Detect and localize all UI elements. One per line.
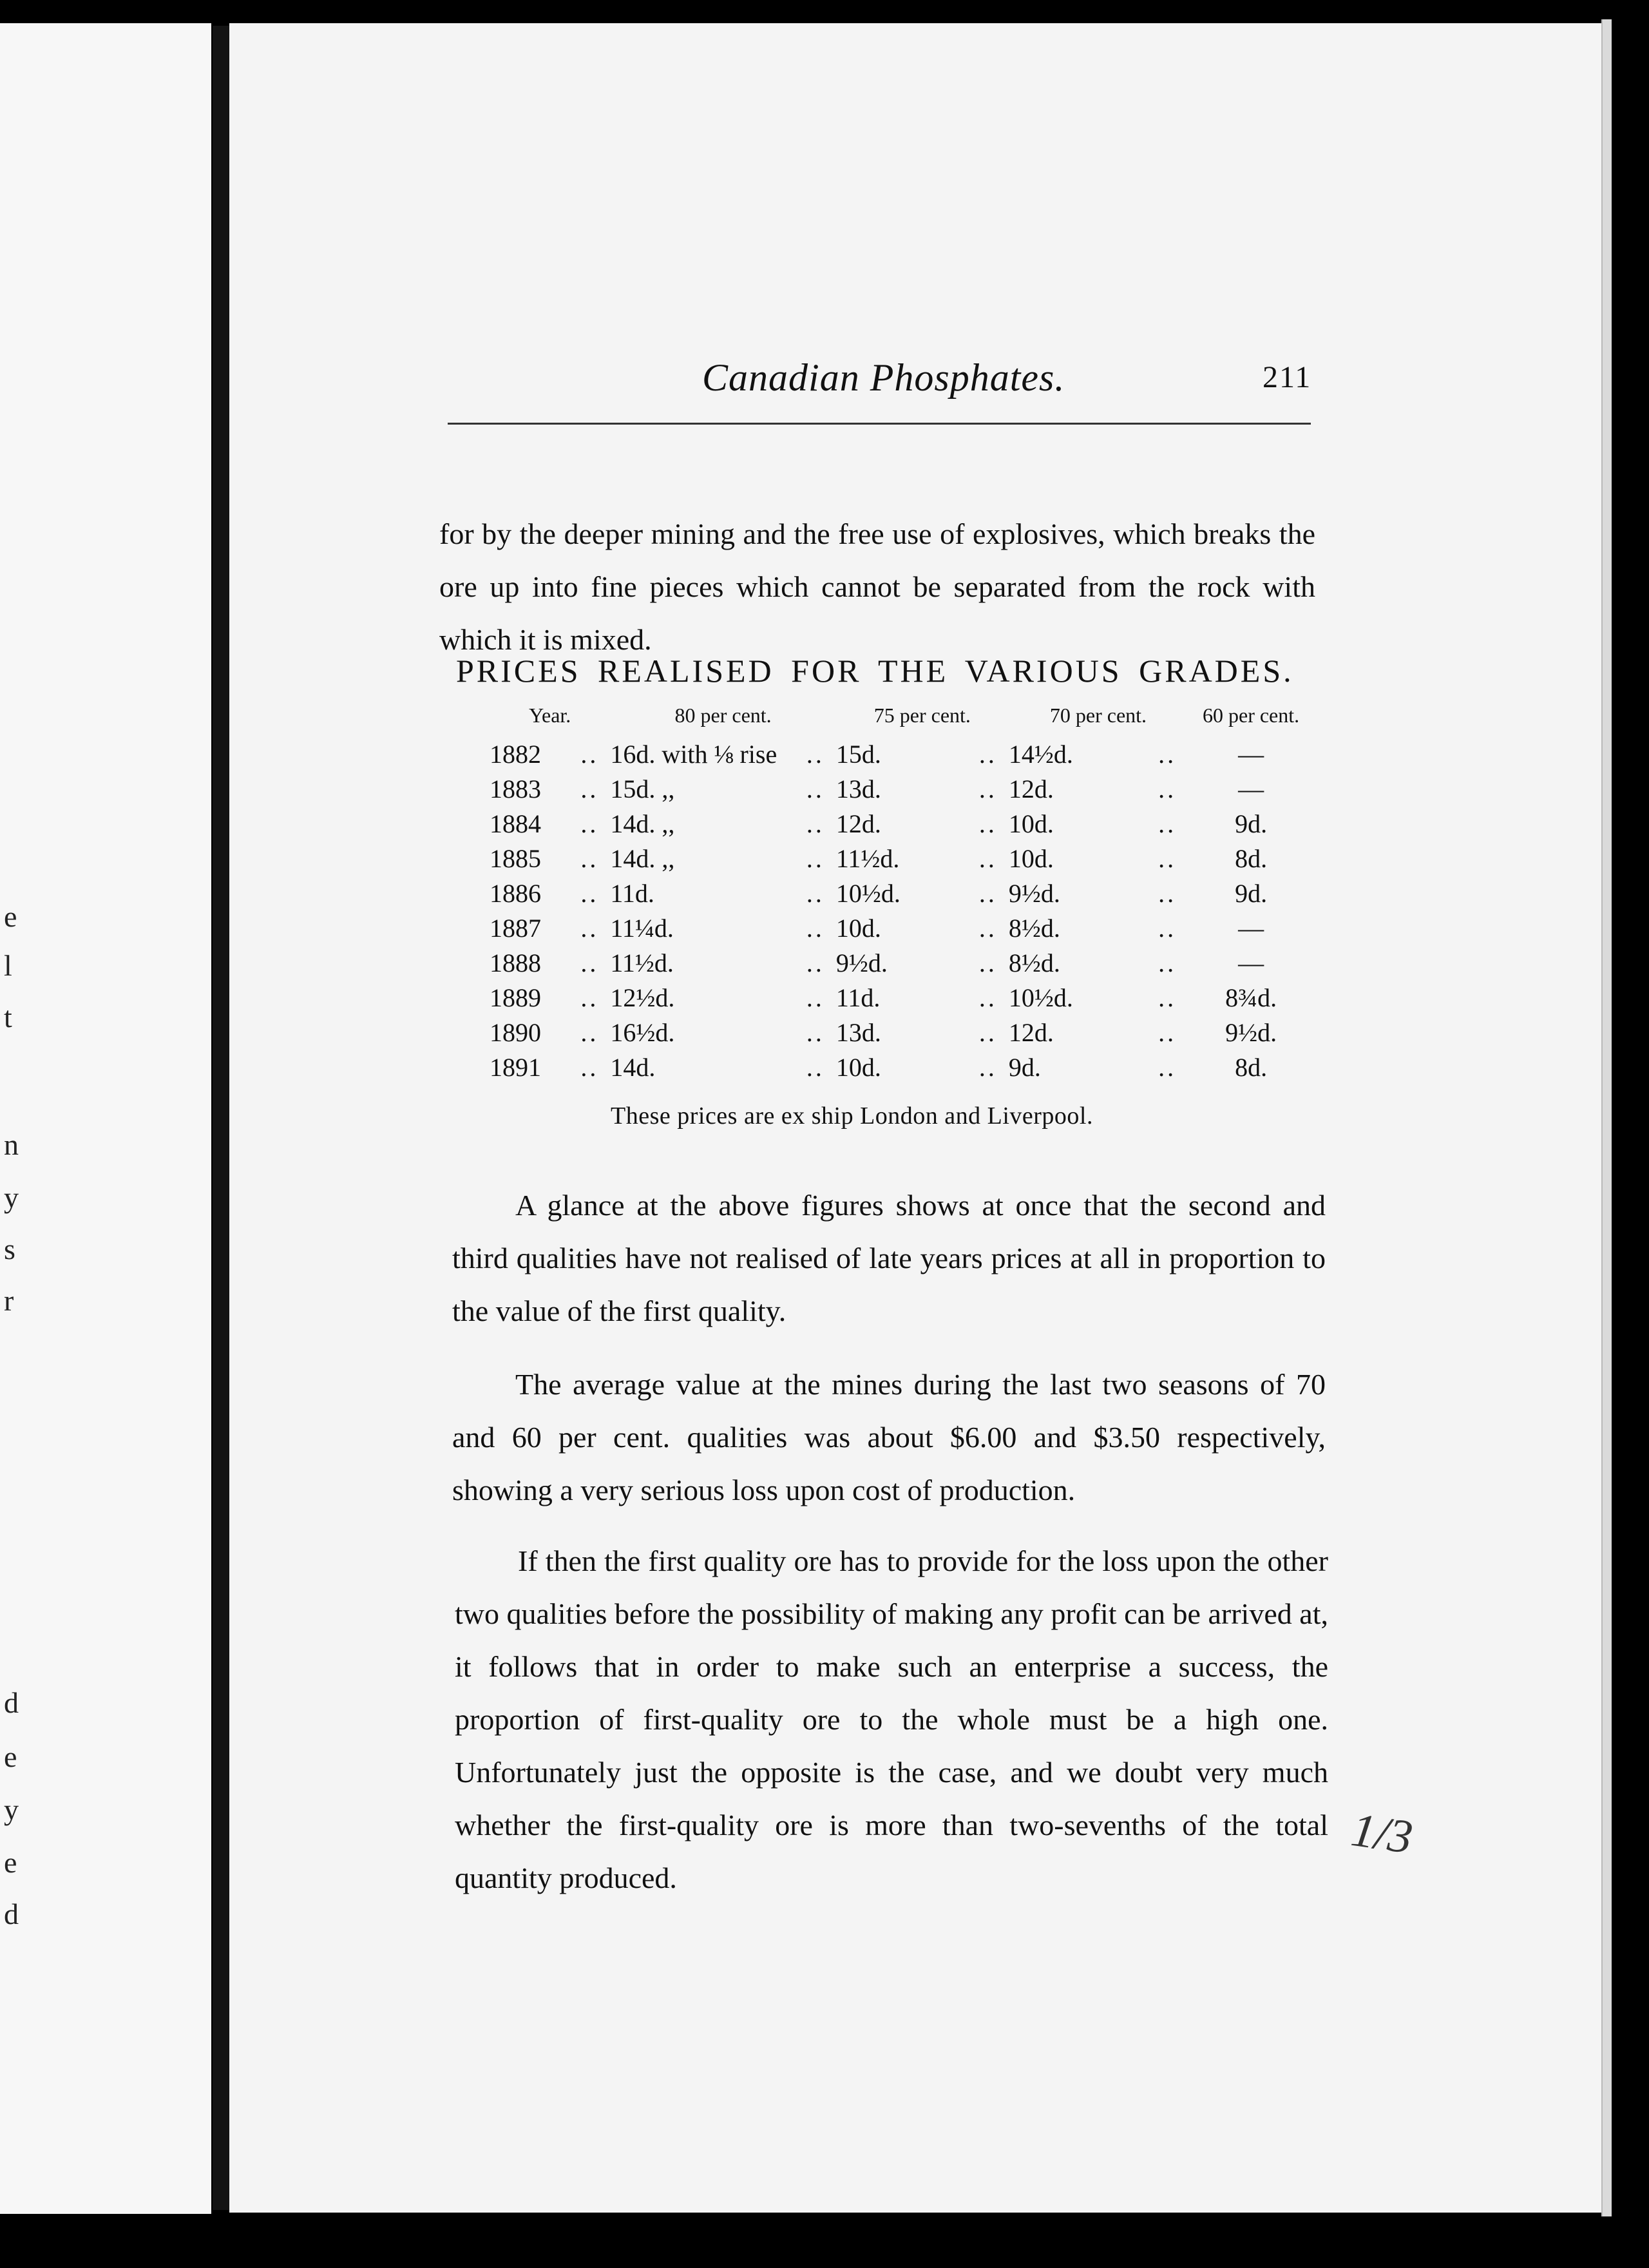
leader-dots: .. bbox=[978, 809, 997, 838]
price-70-cell bbox=[1009, 841, 1188, 876]
table-note: These prices are ex ship London and Liverpool. bbox=[611, 1102, 1093, 1129]
year-cell-value: 1883 bbox=[490, 774, 541, 803]
price-75-cell-value: 10d. bbox=[835, 913, 881, 943]
facing-page-fragment: t bbox=[4, 1001, 12, 1033]
price-60-cell-value: — bbox=[1238, 913, 1264, 943]
year-cell bbox=[451, 1015, 610, 1050]
price-80-cell-value: 14d. bbox=[610, 1052, 656, 1082]
price-80-cell-value: 11½d. bbox=[610, 948, 674, 977]
leader-dots: .. bbox=[580, 983, 599, 1012]
price-60-cell bbox=[1188, 876, 1314, 910]
year-cell-value: 1890 bbox=[490, 1017, 541, 1047]
table-title: PRICES REALISED FOR THE VARIOUS GRADES. bbox=[456, 653, 1294, 689]
facing-page bbox=[0, 23, 211, 2214]
facing-page-fragment: d bbox=[4, 1898, 19, 1930]
leader-dots: .. bbox=[1158, 913, 1177, 943]
price-60-cell-value: 9d. bbox=[1235, 878, 1268, 908]
leader-dots: .. bbox=[978, 1017, 997, 1047]
price-70-cell-value: 8½d. bbox=[1008, 948, 1060, 977]
price-80-cell bbox=[610, 806, 835, 841]
leader-dots: .. bbox=[978, 774, 997, 803]
facing-page-fragment: e bbox=[4, 1846, 17, 1879]
leader-dots: .. bbox=[580, 774, 599, 803]
book-gutter bbox=[213, 26, 229, 2210]
price-60-cell-value: — bbox=[1238, 948, 1264, 977]
table-row bbox=[451, 876, 1314, 910]
price-70-cell bbox=[1009, 980, 1188, 1015]
price-70-cell bbox=[1009, 1050, 1188, 1084]
facing-page-fragment: n bbox=[4, 1128, 19, 1161]
table-row bbox=[451, 771, 1314, 806]
price-60-cell-value: 8¾d. bbox=[1225, 983, 1277, 1012]
year-cell-value: 1882 bbox=[490, 739, 541, 769]
price-75-cell-value: 10d. bbox=[835, 1052, 881, 1082]
price-60-cell bbox=[1188, 980, 1314, 1015]
year-cell bbox=[451, 910, 610, 945]
price-70-cell-value: 12d. bbox=[1008, 774, 1054, 803]
leader-dots: .. bbox=[580, 843, 599, 873]
leader-dots: .. bbox=[978, 983, 997, 1012]
price-70-cell-value: 12d. bbox=[1008, 1017, 1054, 1047]
leader-dots: .. bbox=[580, 948, 599, 977]
price-60-cell-value: — bbox=[1238, 739, 1264, 769]
price-75-cell bbox=[836, 910, 1009, 945]
header-rule bbox=[448, 423, 1311, 425]
year-cell bbox=[451, 876, 610, 910]
price-80-cell-value: 16½d. bbox=[610, 1017, 675, 1047]
facing-page-fragment: e bbox=[4, 900, 17, 933]
price-75-cell-value: 13d. bbox=[835, 1017, 881, 1047]
leader-dots: .. bbox=[1158, 809, 1177, 838]
price-60-cell-value: 9½d. bbox=[1225, 1017, 1277, 1047]
price-80-cell-value: 11¼d. bbox=[610, 913, 674, 943]
leader-dots: .. bbox=[806, 913, 824, 943]
leader-dots: .. bbox=[580, 878, 599, 908]
price-60-cell-value: 9d. bbox=[1235, 809, 1268, 838]
price-80-cell bbox=[610, 910, 835, 945]
facing-page-fragment: e bbox=[4, 1740, 17, 1773]
year-cell bbox=[451, 945, 610, 980]
header-year: Year. bbox=[529, 704, 571, 727]
price-75-cell bbox=[836, 1015, 1009, 1050]
year-cell bbox=[451, 1050, 610, 1084]
leader-dots: .. bbox=[1158, 739, 1177, 769]
leader-dots: .. bbox=[806, 878, 824, 908]
price-75-cell bbox=[836, 806, 1009, 841]
leader-dots: .. bbox=[1158, 948, 1177, 977]
price-80-cell bbox=[610, 980, 835, 1015]
leader-dots: .. bbox=[806, 1017, 824, 1047]
year-cell-value: 1888 bbox=[490, 948, 541, 977]
leader-dots: .. bbox=[806, 1052, 824, 1082]
price-75-cell bbox=[836, 945, 1009, 980]
price-60-cell bbox=[1188, 1015, 1314, 1050]
price-70-cell-value: 10½d. bbox=[1008, 983, 1073, 1012]
leader-dots: .. bbox=[1158, 774, 1177, 803]
paragraph: If then the first quality ore has to provide for the loss upon the other two qualities before the possibility of making any profit can be arrived at, it follows that in order to make such an enterprise a success, the proportion of first-quality ore to the whole must be a high one. Unfortunately just the opposite is the case, and we doubt very much whether the first-quality ore is more than two-sevenths of the total quantity produced. bbox=[455, 1544, 1328, 1894]
leader-dots: .. bbox=[806, 809, 824, 838]
price-80-cell bbox=[610, 1015, 835, 1050]
price-75-cell-value: 12d. bbox=[835, 809, 881, 838]
price-60-cell bbox=[1188, 910, 1314, 945]
leader-dots: .. bbox=[1158, 1017, 1177, 1047]
leader-dots: .. bbox=[1158, 843, 1177, 873]
price-70-cell bbox=[1009, 876, 1188, 910]
facing-page-fragment: s bbox=[4, 1233, 15, 1265]
price-80-cell-value: 14d. ,, bbox=[610, 809, 675, 838]
table-row bbox=[451, 910, 1314, 945]
table-row bbox=[451, 980, 1314, 1015]
price-70-cell bbox=[1009, 806, 1188, 841]
leader-dots: .. bbox=[978, 843, 997, 873]
price-80-cell bbox=[610, 841, 835, 876]
year-cell-value: 1885 bbox=[490, 843, 541, 873]
price-70-cell-value: 9½d. bbox=[1008, 878, 1060, 908]
leader-dots: .. bbox=[580, 739, 599, 769]
price-60-cell bbox=[1188, 736, 1314, 771]
price-75-cell-value: 15d. bbox=[835, 739, 881, 769]
year-cell-value: 1887 bbox=[490, 913, 541, 943]
table-row bbox=[451, 841, 1314, 876]
leader-dots: .. bbox=[1158, 878, 1177, 908]
facing-page-fragment: y bbox=[4, 1181, 19, 1214]
paragraph: A glance at the above figures shows at once that the second and third qualities have not realised of late years prices at all in proportion to the value of the first quality. bbox=[452, 1189, 1326, 1327]
facing-page-fragment: d bbox=[4, 1686, 19, 1719]
leader-dots: .. bbox=[978, 878, 997, 908]
year-cell bbox=[451, 980, 610, 1015]
price-70-cell-value: 9d. bbox=[1008, 1052, 1041, 1082]
leader-dots: .. bbox=[580, 1017, 599, 1047]
running-title: Canadian Phosphates. bbox=[702, 356, 1065, 399]
paragraph: The average value at the mines during the last two seasons of 70 and 60 per cent. qualities was about $6.00 and $3.50 respectively, showing a very serious loss upon cost of production. bbox=[452, 1368, 1326, 1506]
leader-dots: .. bbox=[978, 1052, 997, 1082]
header-75-per-cent: 75 per cent. bbox=[873, 704, 971, 727]
price-70-cell-value: 14½d. bbox=[1008, 739, 1073, 769]
price-80-cell bbox=[610, 1050, 835, 1084]
price-60-cell bbox=[1188, 1050, 1314, 1084]
price-60-cell bbox=[1188, 806, 1314, 841]
price-80-cell-value: 15d. ,, bbox=[610, 774, 675, 803]
year-cell bbox=[451, 841, 610, 876]
price-80-cell bbox=[610, 876, 835, 910]
price-75-cell bbox=[836, 876, 1009, 910]
price-60-cell-value: 8d. bbox=[1235, 1052, 1268, 1082]
year-cell bbox=[451, 736, 610, 771]
leader-dots: .. bbox=[1158, 983, 1177, 1012]
header-70-per-cent: 70 per cent. bbox=[1049, 704, 1147, 727]
running-header bbox=[702, 356, 1312, 407]
page-edge bbox=[1601, 19, 1612, 2216]
year-cell-value: 1891 bbox=[490, 1052, 541, 1082]
table-header-row bbox=[451, 704, 1314, 736]
table-row bbox=[451, 736, 1314, 771]
leader-dots: .. bbox=[1158, 1052, 1177, 1082]
table-row bbox=[451, 1015, 1314, 1050]
price-80-cell-value: 16d. with ⅛ rise bbox=[610, 739, 777, 769]
price-75-cell bbox=[836, 980, 1009, 1015]
price-60-cell bbox=[1188, 945, 1314, 980]
price-75-cell-value: 11½d. bbox=[835, 843, 900, 873]
leader-dots: .. bbox=[806, 739, 824, 769]
leader-dots: .. bbox=[978, 739, 997, 769]
facing-page-fragment: r bbox=[4, 1284, 14, 1317]
leader-dots: .. bbox=[806, 983, 824, 1012]
price-75-cell bbox=[836, 736, 1009, 771]
price-60-cell-value: — bbox=[1238, 774, 1264, 803]
price-75-cell-value: 9½d. bbox=[835, 948, 888, 977]
leader-dots: .. bbox=[580, 1052, 599, 1082]
leader-dots: .. bbox=[580, 809, 599, 838]
price-60-cell bbox=[1188, 771, 1314, 806]
table-row bbox=[451, 945, 1314, 980]
price-70-cell bbox=[1009, 771, 1188, 806]
price-80-cell-value: 14d. ,, bbox=[610, 843, 675, 873]
leader-dots: .. bbox=[806, 948, 824, 977]
facing-page-fragment: y bbox=[4, 1793, 19, 1826]
price-60-cell bbox=[1188, 841, 1314, 876]
leader-dots: .. bbox=[806, 843, 824, 873]
price-80-cell-value: 12½d. bbox=[610, 983, 675, 1012]
leader-dots: .. bbox=[978, 913, 997, 943]
leader-dots: .. bbox=[806, 774, 824, 803]
table-row bbox=[451, 1050, 1314, 1084]
price-60-cell-value: 8d. bbox=[1235, 843, 1268, 873]
price-70-cell-value: 10d. bbox=[1008, 809, 1054, 838]
leader-dots: .. bbox=[978, 948, 997, 977]
pencil-annotation: 1/3 bbox=[1348, 1803, 1416, 1865]
year-cell-value: 1884 bbox=[490, 809, 541, 838]
price-80-cell bbox=[610, 945, 835, 980]
price-80-cell bbox=[610, 736, 835, 771]
year-cell bbox=[451, 771, 610, 806]
price-table bbox=[451, 704, 1314, 1084]
header-80-per-cent: 80 per cent. bbox=[674, 704, 772, 727]
price-75-cell bbox=[836, 841, 1009, 876]
year-cell-value: 1886 bbox=[490, 878, 541, 908]
price-75-cell-value: 11d. bbox=[835, 983, 881, 1012]
price-75-cell bbox=[836, 771, 1009, 806]
year-cell-value: 1889 bbox=[490, 983, 541, 1012]
leader-dots: .. bbox=[580, 913, 599, 943]
paragraph-continuation: for by the deeper mining and the free use of explosives, which breaks the ore up into fine pieces which cannot be separated from the rock with which it is mixed. bbox=[439, 517, 1315, 656]
price-70-cell-value: 10d. bbox=[1008, 843, 1054, 873]
table-row bbox=[451, 806, 1314, 841]
price-75-cell bbox=[836, 1050, 1009, 1084]
facing-page-fragment: l bbox=[4, 949, 12, 982]
price-70-cell bbox=[1009, 910, 1188, 945]
price-70-cell-value: 8½d. bbox=[1008, 913, 1060, 943]
year-cell bbox=[451, 806, 610, 841]
page-number: 211 bbox=[1263, 360, 1312, 394]
header-60-per-cent: 60 per cent. bbox=[1202, 704, 1300, 727]
price-75-cell-value: 13d. bbox=[835, 774, 881, 803]
price-80-cell-value: 11d. bbox=[610, 878, 654, 908]
price-70-cell bbox=[1009, 945, 1188, 980]
price-70-cell bbox=[1009, 736, 1188, 771]
price-75-cell-value: 10½d. bbox=[835, 878, 901, 908]
price-80-cell bbox=[610, 771, 835, 806]
price-70-cell bbox=[1009, 1015, 1188, 1050]
